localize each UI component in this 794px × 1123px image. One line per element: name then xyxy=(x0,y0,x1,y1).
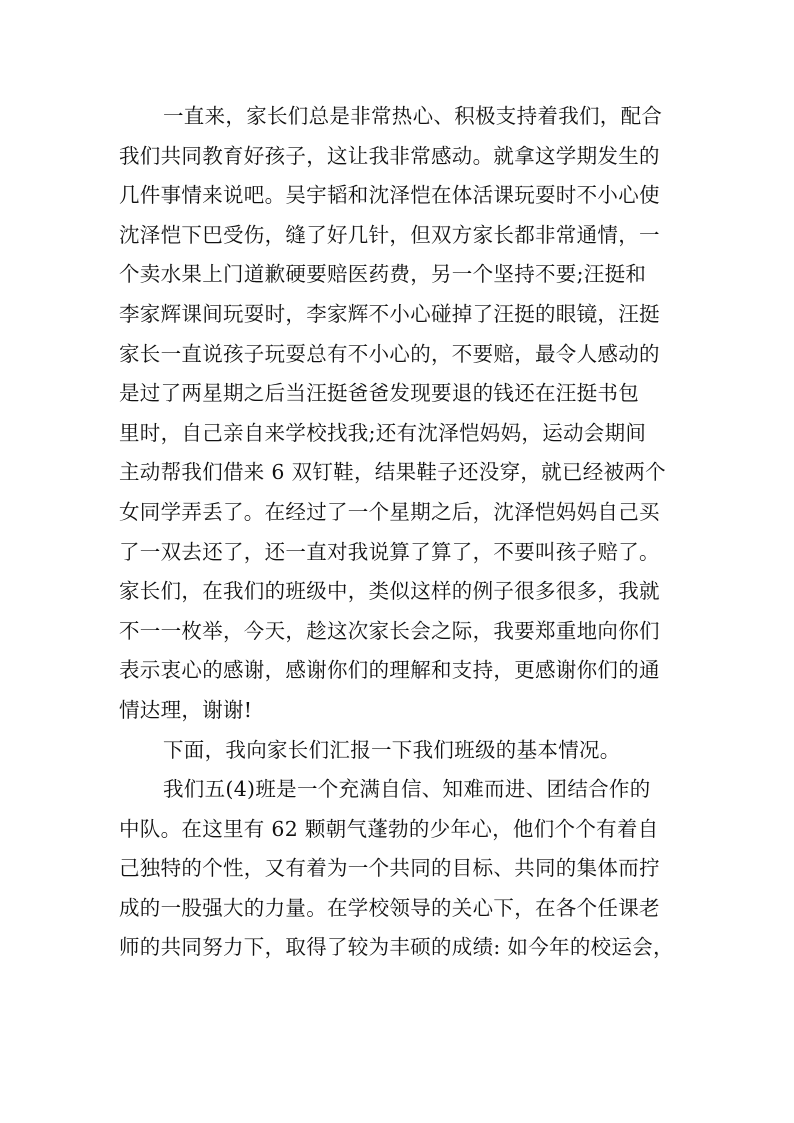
paragraph-line: 表示衷心的感谢，感谢你们的理解和支持，更感谢你们的通 xyxy=(119,658,660,683)
paragraph-line: 里时，自己亲自来学校找我;还有沈泽恺妈妈，运动会期间 xyxy=(119,420,647,445)
paragraph-line: 几件事情来说吧。吴宇韬和沈泽恺在体活课玩耍时不小心使 xyxy=(119,183,660,208)
paragraph-line: 中队。在这里有 62 颗朝气蓬勃的少年心，他们个个有着自 xyxy=(119,816,659,841)
paragraph-line: 家长们，在我们的班级中，类似这样的例子很多很多，我就 xyxy=(119,579,660,604)
paragraph-line: 是过了两星期之后当汪挺爸爸发现要退的钱还在汪挺书包 xyxy=(119,381,639,406)
paragraph-line: 个卖水果上门道歉硬要赔医药费，另一个坚持不要;汪挺和 xyxy=(119,262,647,287)
paragraph-line: 李家辉课间玩耍时，李家辉不小心碰掉了汪挺的眼镜，汪挺 xyxy=(119,301,660,326)
paragraph-line: 情达理，谢谢! xyxy=(119,697,253,722)
paragraph-line: 我们五(4)班是一个充满自信、知难而进、团结合作的 xyxy=(163,777,651,802)
paragraph-line: 女同学弄丢了。在经过了一个星期之后，沈泽恺妈妈自己买 xyxy=(119,499,660,524)
paragraph-line: 下面，我向家长们汇报一下我们班级的基本情况。 xyxy=(163,737,621,762)
paragraph-line: 了一双去还了，还一直对我说算了算了，不要叫孩子赔了。 xyxy=(119,539,660,564)
paragraph-line: 不一一枚举，今天，趁这次家长会之际，我要郑重地向你们 xyxy=(119,618,660,643)
paragraph-line: 成的一股强大的力量。在学校领导的关心下，在各个任课老 xyxy=(119,895,660,920)
paragraph-line: 主动帮我们借来 6 双钉鞋，结果鞋子还没穿，就已经被两个 xyxy=(119,460,666,485)
paragraph-line: 一直来，家长们总是非常热心、积极支持着我们，配合 xyxy=(163,104,663,128)
body-text xyxy=(119,97,679,968)
paragraph-line: 己独特的个性，又有着为一个共同的目标、共同的集体而拧 xyxy=(119,856,660,881)
paragraph-line: 我们共同教育好孩子，这让我非常感动。就拿这学期发生的 xyxy=(119,143,660,168)
paragraph-line: 沈泽恺下巴受伤，缝了好几针，但双方家长都非常通情，一 xyxy=(119,222,660,247)
paragraph-line: 师的共同努力下，取得了较为丰硕的成绩: 如今年的校运会， xyxy=(119,935,674,960)
paragraph-line: 家长一直说孩子玩耍总有不小心的，不要赔，最令人感动的 xyxy=(119,341,660,366)
